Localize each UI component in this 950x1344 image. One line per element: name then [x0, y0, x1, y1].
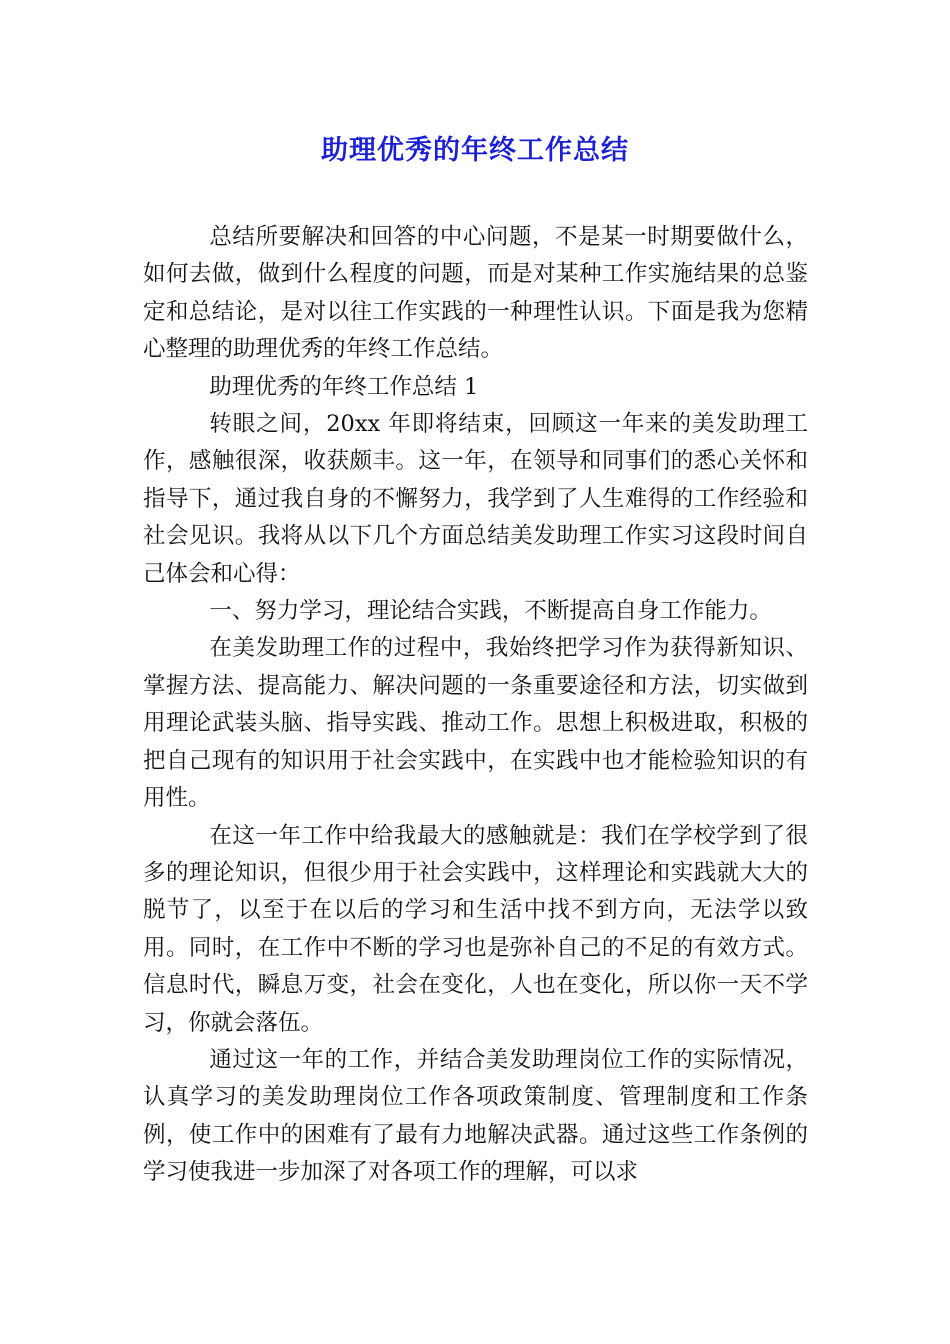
document-title: 助理优秀的年终工作总结	[321, 135, 629, 166]
body-paragraph: 转眼之间，20xx 年即将结束，回顾这一年来的美发助理工作，感触很深，收获颇丰。这一年，在领导和同事们的悉心关怀和指导下，通过我自身的不懈努力，我学到了人生难得的工作经验和社会见识。我将从以下几个方面总结美发助理工作实习这段时间自己体会和心得：	[143, 411, 808, 587]
body-paragraph: 在这一年工作中给我最大的感触就是：我们在学校学到了很多的理论知识，但很少用于社会实践中，这样理论和实践就大大的脱节了，以至于在以后的学习和生活中找不到方向，无法学以致用。同时，在工作中不断的学习也是弥补自己的不足的有效方式。信息时代，瞬息万变，社会在变化，人也在变化，所以你一天不学习，你就会落伍。	[143, 822, 808, 1036]
document-body	[143, 219, 808, 1192]
body-paragraph: 通过这一年的工作，并结合美发助理岗位工作的实际情况，认真学习的美发助理岗位工作各项政策制度、管理制度和工作条例，使工作中的困难有了最有力地解决武器。通过这些工作条例的学习使我进一步加深了对各项工作的理解，可以求	[143, 1046, 808, 1186]
subsection-heading: 一、努力学习，理论结合实践，不断提高自身工作能力。	[209, 598, 772, 625]
intro-paragraph: 总结所要解决和回答的中心问题，不是某一时期要做什么，如何去做，做到什么程度的问题，而是对某种工作实施结果的总鉴定和总结论，是对以往工作实践的一种理性认识。下面是我为您精心整理的助理优秀的年终工作总结。	[143, 224, 808, 363]
section-heading: 助理优秀的年终工作总结 1	[209, 373, 479, 400]
body-paragraph: 在美发助理工作的过程中，我始终把学习作为获得新知识、掌握方法、提高能力、解决问题的一条重要途径和方法，切实做到用理论武装头脑、指导实践、推动工作。思想上积极进取，积极的把自己现有的知识用于社会实践中，在实践中也才能检验知识的有用性。	[143, 635, 808, 812]
